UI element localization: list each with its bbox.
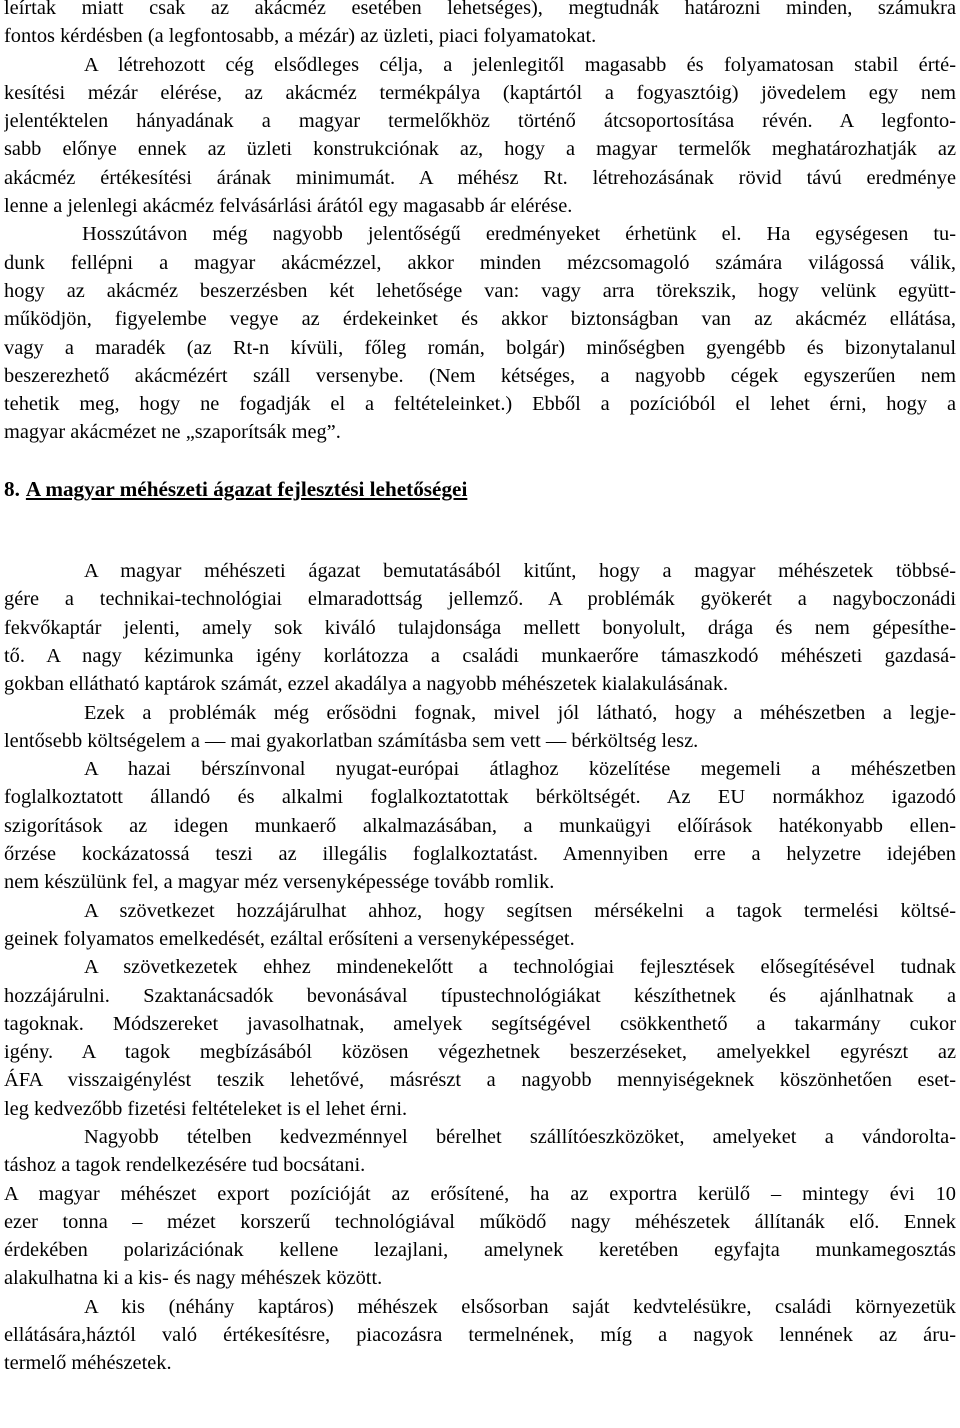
text-line: jelentéktelen hányadának a magyar termelőkhöz történő átcsoportosítása révén. A legfonto-	[4, 110, 956, 133]
text-line: őrzése kockázatossá teszi az illegális foglalkoztatást. Amennyiben erre a helyzetre idejében	[4, 843, 956, 866]
text-line: vagy a maradék (az Rt-n kívüli, főleg román, bolgár) minőségben gyengébb és bizonytalanul	[4, 336, 956, 359]
section-heading	[4, 475, 956, 505]
paragraph-long-term	[4, 220, 956, 446]
text-line: sabb előnye ennek az üzleti konstrukciónak az, hogy a magyar termelők meghatározhatják az	[4, 138, 956, 161]
paragraph-cooperative-costs	[4, 897, 956, 954]
text-line: érdekében polarizációnak kellene lezajlani, amelynek keretében egyfajta munkamegosztás	[4, 1239, 956, 1262]
paragraph-small-beekeepers	[4, 1293, 956, 1378]
text-line: leg kedvezőbb fizetési feltételeket is el lehet érni.	[4, 1097, 408, 1120]
spacer	[4, 505, 956, 557]
text-line: ÁFA visszaigénylést teszik lehetővé, másrészt a nagyobb mennyiségeknek köszönhetően eset-	[4, 1069, 956, 1092]
text-line: A szövetkezet hozzájárulhat ahhoz, hogy segítsen mérsékelni a tagok termelési költsé-	[84, 899, 956, 922]
text-line: szigorítások az idegen munkaerő alkalmazásában, a munkaügyi előírások hatékonyabb ellen-	[4, 814, 956, 837]
paragraph-transport	[4, 1123, 956, 1180]
text-line: ezer tonna – mézet korszerű technológiával működő nagy méhészetek állítanák elő. Ennek	[4, 1210, 956, 1233]
section-number: 8.	[4, 477, 20, 502]
text-line: ellátására,háztól való értékesítésre, piacozásra termelnének, míg a nagyok lennének az áru-	[4, 1324, 956, 1347]
text-line: termelő méhészetek.	[4, 1352, 172, 1375]
text-line: beszerezhető akácmézért száll versenybe. (Nem kétséges, a nagyobb cégek egyszerűen nem	[4, 364, 956, 387]
spacer	[4, 447, 956, 475]
text-line: A szövetkezetek ehhez mindenekelőtt a technológiai fejlesztések elősegítésével tudnak	[84, 956, 956, 979]
text-line: akácméz értékesítési árának minimumát. A méhész Rt. létrehozásának rövid távú eredménye	[4, 166, 956, 189]
text-line: fontos kérdésben (a legfontosabb, a mézár) az üzleti, piaci folyamatokat.	[4, 25, 597, 48]
paragraph-company-goal	[4, 51, 956, 221]
paragraph-export	[4, 1180, 956, 1293]
text-line: magyar akácmézet ne „szaporítsák meg”.	[4, 421, 341, 444]
text-line: A kis (néhány kaptáros) méhészek elsősorban saját kedvtelésükre, családi környezetük	[84, 1295, 956, 1318]
paragraph-cooperative-technology	[4, 953, 956, 1123]
text-line: lenne a jelenlegi akácméz felvásárlási árától egy magasabb ár elérése.	[4, 195, 573, 218]
text-line: tagoknak. Módszereket javasolhatnak, amelyek segítségével csökkenthető a takarmány cukor	[4, 1012, 956, 1035]
text-line: dunk fellépni a magyar akácmézzel, akkor minden mézcsomagoló számára világossá válik,	[4, 251, 956, 274]
text-line: kesítési mézár elérése, az akácméz termékpálya (kaptártól a fogyasztóig) jövedelem egy nem	[4, 81, 956, 104]
text-line: alakulhatna ki a kis- és nagy méhészek között.	[4, 1267, 383, 1290]
paragraph-wages	[4, 755, 956, 896]
text-line: tehetik meg, hogy ne fogadják el a feltételeinket.) Ebből a pozícióból el lehet érni, hogy a	[4, 393, 956, 416]
text-line: geinek folyamatos emelkedését, ezáltal erősíteni a versenyképességet.	[4, 927, 575, 950]
text-line: táshoz a tagok rendelkezésére tud bocsátani.	[4, 1154, 366, 1177]
text-line: gokban ellátható kaptárok számát, ezzel akadálya a nagyobb méhészetek kialakulásának.	[4, 673, 729, 696]
text-line: foglalkoztatott állandó és alkalmi foglalkoztatottak bérköltségét. Az EU normákhoz igazodó	[4, 786, 956, 809]
text-line: A magyar méhészeti ágazat bemutatásából kitűnt, hogy a magyar méhészetek többsé-	[84, 560, 956, 583]
text-line: hogy az akácméz beszerzésben két lehetősége van: vagy arra törekszik, hogy velünk együtt-	[4, 279, 956, 302]
text-line: igény. A tagok megbízásából közösen végezhetnek beszerzéseket, amelyekkel egyrészt az	[4, 1041, 956, 1064]
text-line: működjön, figyelembe vegye az érdekeinket és akkor biztonságban van az akácméz ellátása,	[4, 308, 956, 331]
text-line: fekvőkaptár jelenti, amely sok kiváló tulajdonsága mellett bonyolult, drága és nem gépesíthe-	[4, 616, 956, 639]
text-line: Ezek a problémák még erősödni fognak, mivel jól látható, hogy a méhészetben a legje-	[84, 701, 956, 724]
text-line: A magyar méhészet export pozícióját az erősítené, ha az exportra kerülő – mintegy évi 10	[4, 1182, 956, 1205]
text-line: Nagyobb tételben kedvezménnyel bérelhet szállítóeszközöket, amelyeket a vándorolta-	[84, 1125, 956, 1148]
text-line: Hosszútávon még nagyobb jelentőségű eredményeket érhetünk el. Ha egységesen tu-	[82, 223, 956, 246]
text-line: leírtak miatt csak az akácméz esetében lehetséges), megtudnák határozni minden, számukra	[4, 0, 956, 19]
text-line: gére a technikai-technológiai elmaradottság jellemző. A problémák gyökerét a nagyboczonádi	[4, 588, 956, 611]
text-line: nem készülünk fel, a magyar méz versenyképessége tovább romlik.	[4, 871, 555, 894]
text-line: A létrehozott cég elsődleges célja, a jelenlegitől magasabb és folyamatosan stabil érté-	[84, 53, 956, 76]
text-line: hozzájárulni. Szaktanácsadók bevonásával típustechnológiákat készíthetnek és ajánlhatnak a	[4, 984, 956, 1007]
paragraph-intro-continuation	[4, 0, 956, 51]
document-page	[4, 0, 956, 1378]
text-line: tő. A nagy kézimunka igény korlátozza a családi munkaerőre támaszkodó méhészeti gazdasá-	[4, 644, 956, 667]
paragraph-problems	[4, 699, 956, 756]
section-title: A magyar méhészeti ágazat fejlesztési lehetőségei	[25, 477, 468, 502]
paragraph-sector-overview	[4, 557, 956, 698]
text-line: lentősebb költségelem a — mai gyakorlatban számításba sem vett — bérköltség lesz.	[4, 729, 699, 752]
text-line: A hazai bérszínvonal nyugat-európai átlaghoz közelítése megemeli a méhészetben	[84, 758, 956, 781]
